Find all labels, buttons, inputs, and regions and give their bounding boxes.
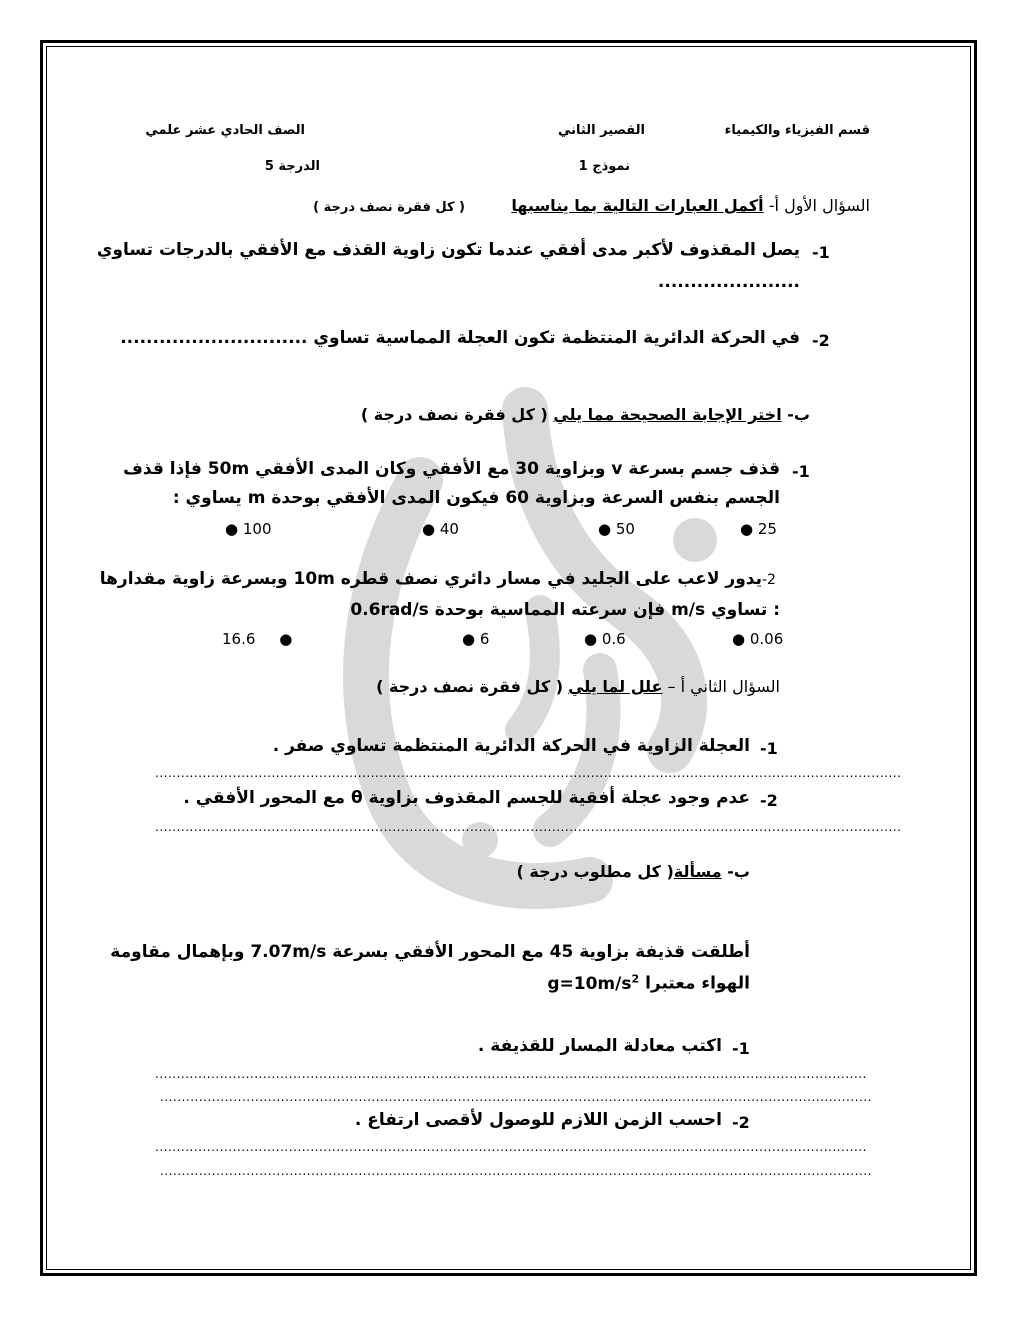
mcq1-line2: الجسم بنفس السرعة وبزاوية 60 فيكون المدى الأفقي بوحدة m يساوي :: [172, 488, 780, 508]
q2-part-a-label: علل لما يلي: [568, 677, 663, 696]
q2a-item2-text: عدم وجود عجلة أفقية للجسم المقذوف بزاوية θ مع المحور الأفقي .: [183, 788, 750, 808]
mcq1-num: -1: [792, 462, 810, 481]
bullet-icon: ●: [740, 520, 754, 538]
gravity-value: $g=10m/s^2$: [547, 972, 640, 994]
answer-line[interactable]: .....................................................................................................................................................................: [155, 1140, 867, 1154]
problem-line1: أطلقت قذيفة بزاوية 45 مع المحور الأفقي بسرعة 7.07m/s وبإهمال مقاومة: [110, 942, 750, 962]
mcq2-option-4[interactable]: 16.6 ●: [222, 630, 293, 648]
q1-title: السؤال الأول: [784, 196, 870, 215]
q2-part-a-note: ( كل فقرة نصف درجة ): [376, 677, 563, 696]
q2-part-b-label: مسألة: [673, 862, 722, 881]
mcq1-option-2[interactable]: ● 50: [598, 520, 635, 538]
q2a-item2-num: -2: [760, 791, 778, 810]
mcq1-line1: قذف جسم بسرعة v وبزاوية 30 مع الأفقي وكان المدى الأفقي 50m فإذا قذف: [123, 459, 780, 479]
q2-title: السؤال الثاني: [690, 677, 780, 696]
mcq2-option-2[interactable]: ● 0.6: [584, 630, 626, 648]
mcq1-option-3[interactable]: ● 40: [422, 520, 459, 538]
bullet-icon: ●: [732, 630, 746, 648]
mcq2-option-1[interactable]: ● 0.06: [732, 630, 784, 648]
q1a-item2-statement: في الحركة الدائرية المنتظمة تكون العجلة المماسية تساوي: [313, 328, 800, 348]
answer-line[interactable]: .............................................................................................................................................................................: [155, 820, 902, 834]
watermark-logo: [300, 370, 750, 930]
task2-text: احسب الزمن اللازم للوصول لأقصى ارتفاع .: [354, 1110, 722, 1130]
q2a-item1-text: العجلة الزاوية في الحركة الدائرية المنتظمة تساوي صفر .: [272, 736, 750, 756]
mcq2-num: -2: [762, 572, 776, 588]
task1-text: اكتب معادلة المسار للقذيفة .: [477, 1036, 722, 1056]
bullet-icon: ●: [598, 520, 612, 538]
q1-part-a-prefix: أ-: [768, 196, 779, 215]
q2a-item1-num: -1: [760, 739, 778, 758]
bullet-icon: ●: [462, 630, 476, 648]
q1a-item1-num: -1: [812, 243, 830, 262]
q1-part-b-heading: [361, 405, 810, 424]
bullet-icon: ●: [279, 630, 293, 648]
answer-line[interactable]: .....................................................................................................................................................................: [155, 1067, 867, 1081]
task1-num: -1: [732, 1039, 750, 1058]
q1-part-b-note: ( كل فقرة نصف درجة ): [360, 405, 548, 424]
q1-part-a-label: أكمل العبارات التالية بما يناسبها: [511, 196, 764, 215]
answer-line[interactable]: .............................................................................................................................................................................: [155, 766, 902, 780]
q2-heading: [376, 677, 780, 696]
q1a-item2-text: [120, 328, 800, 348]
q1a-item2-num: -2: [812, 331, 830, 350]
answer-line[interactable]: .....................................................................................................................................................................: [160, 1090, 872, 1104]
class-label: الصف الحادي عشر علمي: [145, 123, 305, 138]
score-label: الدرجة 5: [264, 159, 320, 174]
mcq1-option-4[interactable]: ● 100: [225, 520, 272, 538]
q1-part-b-label: اختر الإجابة الصحيحة مما يلي: [553, 405, 782, 424]
answer-line[interactable]: .....................................................................................................................................................................: [160, 1164, 872, 1178]
department-label: قسم الفيزياء والكيمياء: [724, 123, 870, 138]
bullet-icon: ●: [225, 520, 239, 538]
problem-line2-text: الهواء معتبرا: [645, 973, 750, 994]
bullet-icon: ●: [584, 630, 598, 648]
bullet-icon: ●: [422, 520, 436, 538]
q1-part-b-prefix: ب-: [787, 405, 810, 424]
exam-label: القصير الثاني: [558, 123, 645, 138]
q2-part-a-prefix: أ –: [667, 677, 686, 696]
task2-num: -2: [732, 1113, 750, 1132]
q1-part-a-note: ( كل فقرة نصف درجة ): [313, 200, 465, 215]
q2-part-b-note: ( كل مطلوب درجة ): [516, 862, 674, 881]
problem-line2: [547, 972, 750, 994]
q1-heading: [511, 196, 870, 215]
q1a-item1-text: يصل المقذوف لأكبر مدى أفقي عندما تكون زاوية القذف مع الأفقي بالدرجات تساوي: [96, 240, 800, 260]
mcq2-line1: يدور لاعب على الجليد في مسار دائري نصف قطره 10m وبسرعة زاوية مقدارها: [99, 569, 762, 589]
q1a-item1-blank: ......................: [657, 272, 800, 292]
q1a-item2-blank: .............................: [120, 328, 308, 348]
q2-part-b-prefix: ب-: [727, 862, 750, 881]
model-label: نموذج 1: [578, 159, 630, 174]
mcq1-option-1[interactable]: ● 25: [740, 520, 777, 538]
mcq2-option-3[interactable]: ● 6: [462, 630, 490, 648]
q2-part-b-heading: [517, 862, 750, 881]
mcq2-line2: 0.6rad/s فإن سرعته المماسية بوحدة m/s تساوي :: [350, 600, 780, 620]
